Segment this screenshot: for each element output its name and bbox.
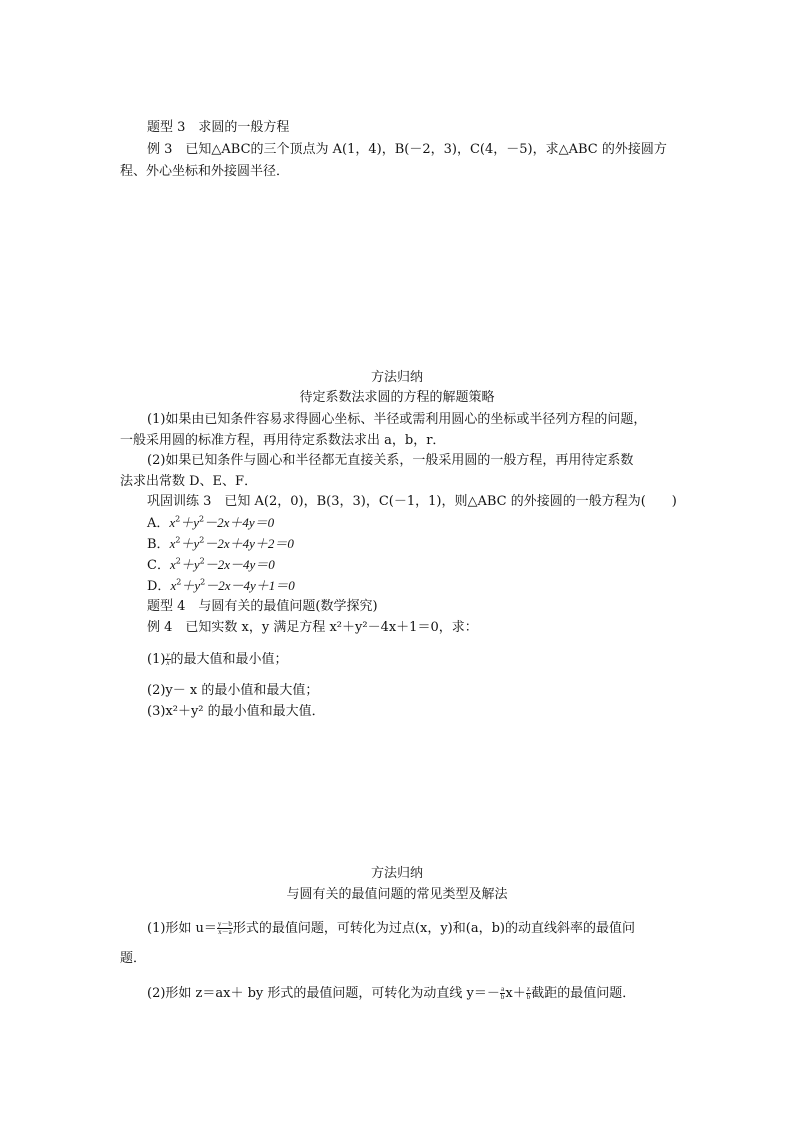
fraction-a-over-b: $\frac{a}{b}$ bbox=[500, 985, 505, 1001]
method2-p1-line2: 题． bbox=[120, 951, 147, 966]
method2-p1-line1: (1)形如 u＝ $\frac{y-b}{x-a}$ 形式的最值问题，可转化为过点(x，y)和(a，b)的动直线斜率的最值问 bbox=[147, 920, 635, 936]
exercise3-option-b: B．$x^2+y^2-2x+4y+2=0$ bbox=[147, 535, 294, 552]
example4-q3: (3)x²＋y² 的最小值和最大值． bbox=[147, 704, 325, 719]
method2-p2: (2)形如 z＝ax＋ by 形式的最值问题，可转化为动直线 y＝－ $\frac{a}{b}$ x＋ $\frac{z}{b}$ 截距的最值问题． bbox=[147, 985, 636, 1001]
method1-p2-line1: (2)如果已知条件与圆心和半径都无直接关系，一般采用圆的一般方程，再用待定系数 bbox=[147, 453, 634, 468]
example4: 例 4 已知实数 x，y 满足方程 x²＋y²－4x＋1＝0，求： bbox=[147, 620, 478, 635]
method1-p1-line2: 一般采用圆的标准方程，再用待定系数法求出 a，b，r． bbox=[120, 433, 446, 448]
exercise3-stem: 巩固训练 3 已知 A(2，0)，B(3，3)，C(－1，1)，则△ABC 的外接圆的一般方程为( ) bbox=[147, 494, 677, 509]
method1-title: 方法归纳 bbox=[370, 370, 423, 385]
example4-q2: (2)y－ x 的最小值和最大值； bbox=[147, 683, 319, 698]
fraction-slope: $\frac{y-b}{x-a}$ bbox=[217, 920, 232, 936]
option-letter: D． bbox=[147, 579, 171, 594]
exercise3-option-a: A．$x^2+y^2-2x+4y=0$ bbox=[147, 514, 275, 531]
section4-heading: 题型 4 与圆有关的最值问题(数学探究) bbox=[147, 599, 378, 614]
option-letter: A． bbox=[147, 516, 170, 531]
example3-line1: 例 3 已知△ABC的三个顶点为 A(1，4)，B(－2，3)，C(4，－5)，求△ABC 的外接圆方 bbox=[147, 142, 667, 157]
exercise3-option-d: D．$x^2+y^2-2x-4y+1=0$ bbox=[147, 577, 295, 594]
fraction-y-over-x: $\frac{y}{x}$ bbox=[166, 651, 170, 667]
example3-line2: 程、外心坐标和外接圆半径． bbox=[120, 164, 290, 179]
method2-subtitle: 与圆有关的最值问题的常见类型及解法 bbox=[286, 887, 508, 902]
method1-p1-line1: (1)如果由已知条件容易求得圆心坐标、半径或需利用圆心的坐标或半径列方程的问题， bbox=[147, 412, 647, 427]
example4-q1: (1) $\frac{y}{x}$ 的最大值和最小值； bbox=[147, 651, 288, 667]
exercise3-option-c: C．$x^2+y^2-2x-4y=0$ bbox=[147, 556, 275, 573]
fraction-z-over-b: $\frac{z}{b}$ bbox=[526, 985, 531, 1001]
method2-title: 方法归纳 bbox=[370, 866, 423, 881]
method1-p2-line2: 法求出常数 D、E、F． bbox=[120, 474, 258, 489]
section3-heading: 题型 3 求圆的一般方程 bbox=[147, 120, 290, 135]
option-letter: B． bbox=[147, 537, 170, 552]
method1-subtitle: 待定系数法求圆的方程的解题策略 bbox=[299, 390, 495, 405]
option-letter: C． bbox=[147, 558, 170, 573]
